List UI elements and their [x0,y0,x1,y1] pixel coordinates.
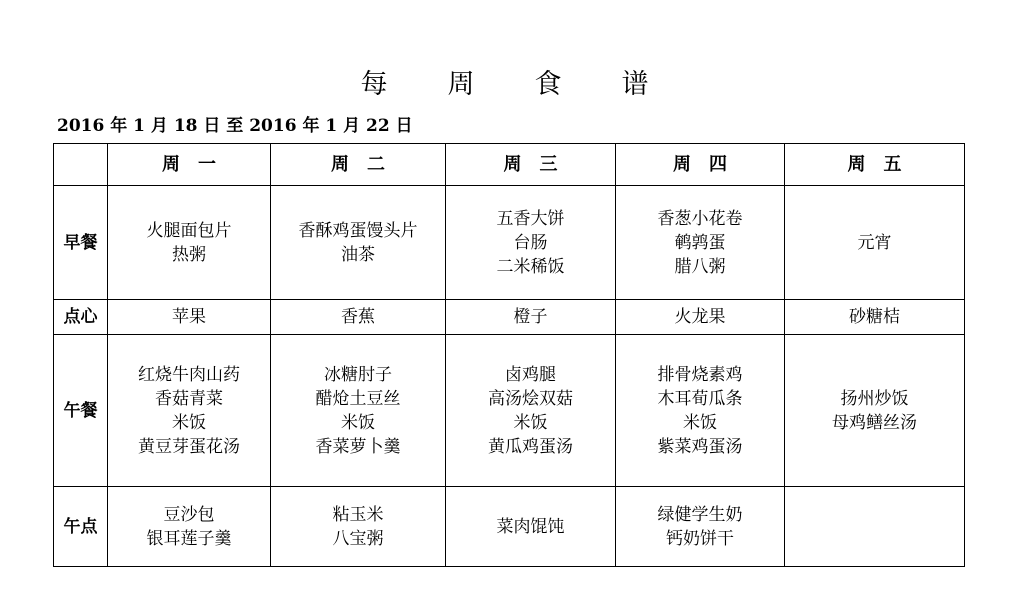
menu-cell [446,186,616,300]
page-title [0,62,1009,101]
menu-item: 豆沙包 [163,504,215,525]
menu-item: 米饭 [341,412,375,433]
meal-row [54,186,965,300]
menu-item: 二米稀饭 [496,256,565,277]
meal-label: 点心 [54,300,108,335]
menu-cell [271,300,446,335]
day-header: 周 一 [108,144,271,186]
menu-cell [108,186,271,300]
day-header: 周 三 [446,144,616,186]
menu-item: 扬州炒饭 [840,388,909,409]
meal-row [54,487,965,567]
day-header: 周 五 [785,144,965,186]
menu-cell [446,487,616,567]
menu-item: 香酥鸡蛋馒头片 [298,220,418,241]
menu-item: 香蕉 [341,307,375,327]
menu-item: 米饭 [513,412,548,433]
menu-item: 橙子 [513,307,548,327]
menu-item: 米饭 [683,412,717,433]
menu-item: 油茶 [341,244,375,265]
day-header: 周 四 [616,144,785,186]
menu-item: 木耳荀瓜条 [657,388,743,409]
menu-item: 砂糖桔 [849,307,900,327]
title-char: 食 [534,69,562,100]
menu-cell [271,186,446,300]
menu-cell [108,300,271,335]
menu-item: 八宝粥 [332,528,384,549]
menu-item: 母鸡鳝丝汤 [832,412,917,433]
menu-item: 香葱小花卷 [657,208,743,229]
menu-cell [785,186,965,300]
meal-row [54,335,965,487]
menu-item: 银耳莲子羹 [146,528,232,549]
menu-cell [446,335,616,487]
menu-item: 菜肉馄饨 [496,516,565,537]
menu-cell [271,335,446,487]
menu-cell [108,335,271,487]
corner-cell [54,144,108,186]
menu-cell [785,487,965,567]
meal-label: 午餐 [54,335,108,487]
menu-item: 火腿面包片 [146,220,232,241]
menu-item: 火龙果 [674,307,726,327]
meal-row [54,300,965,335]
menu-cell [108,487,271,567]
header-row [54,144,965,186]
menu-item: 排骨烧素鸡 [657,364,743,385]
menu-cell [616,335,785,487]
title-char: 谱 [621,69,649,100]
menu-item: 苹果 [172,307,206,327]
menu-item: 黄豆芽蛋花汤 [138,436,240,457]
menu-item: 黄瓜鸡蛋汤 [488,436,573,457]
date-range: 2016 年 1 月 18 日 至 2016 年 1 月 22 日 [57,116,413,136]
menu-item: 热粥 [172,244,206,265]
menu-item: 米饭 [172,412,206,433]
menu-cell [785,335,965,487]
menu-item: 紫菜鸡蛋汤 [657,436,743,457]
menu-item: 红烧牛肉山药 [138,364,240,385]
meal-label: 早餐 [54,186,108,300]
menu-item: 香菇青菜 [155,388,223,409]
day-header: 周 二 [271,144,446,186]
menu-cell [616,300,785,335]
menu-cell [271,487,446,567]
menu-cell [616,487,785,567]
menu-item: 元宵 [857,232,892,253]
title-char: 每 [360,69,388,100]
menu-cell [446,300,616,335]
menu-item: 鹌鹑蛋 [674,232,726,253]
menu-item: 醋炝土豆丝 [315,388,401,409]
menu-item: 五香大饼 [496,208,565,229]
menu-item: 腊八粥 [674,256,726,277]
menu-cell [785,300,965,335]
menu-item: 卤鸡腿 [505,364,556,385]
menu-item: 钙奶饼干 [666,528,734,549]
menu-item: 台肠 [513,232,548,253]
meal-label: 午点 [54,487,108,567]
menu-cell [616,186,785,300]
menu-item: 高汤烩双菇 [488,388,573,409]
menu-item: 绿健学生奶 [657,504,743,525]
weekly-menu-table [53,143,965,567]
title-char: 周 [447,69,475,100]
menu-item: 冰糖肘子 [324,364,392,385]
menu-item: 粘玉米 [332,504,384,525]
menu-item: 香菜萝卜羹 [315,436,401,457]
